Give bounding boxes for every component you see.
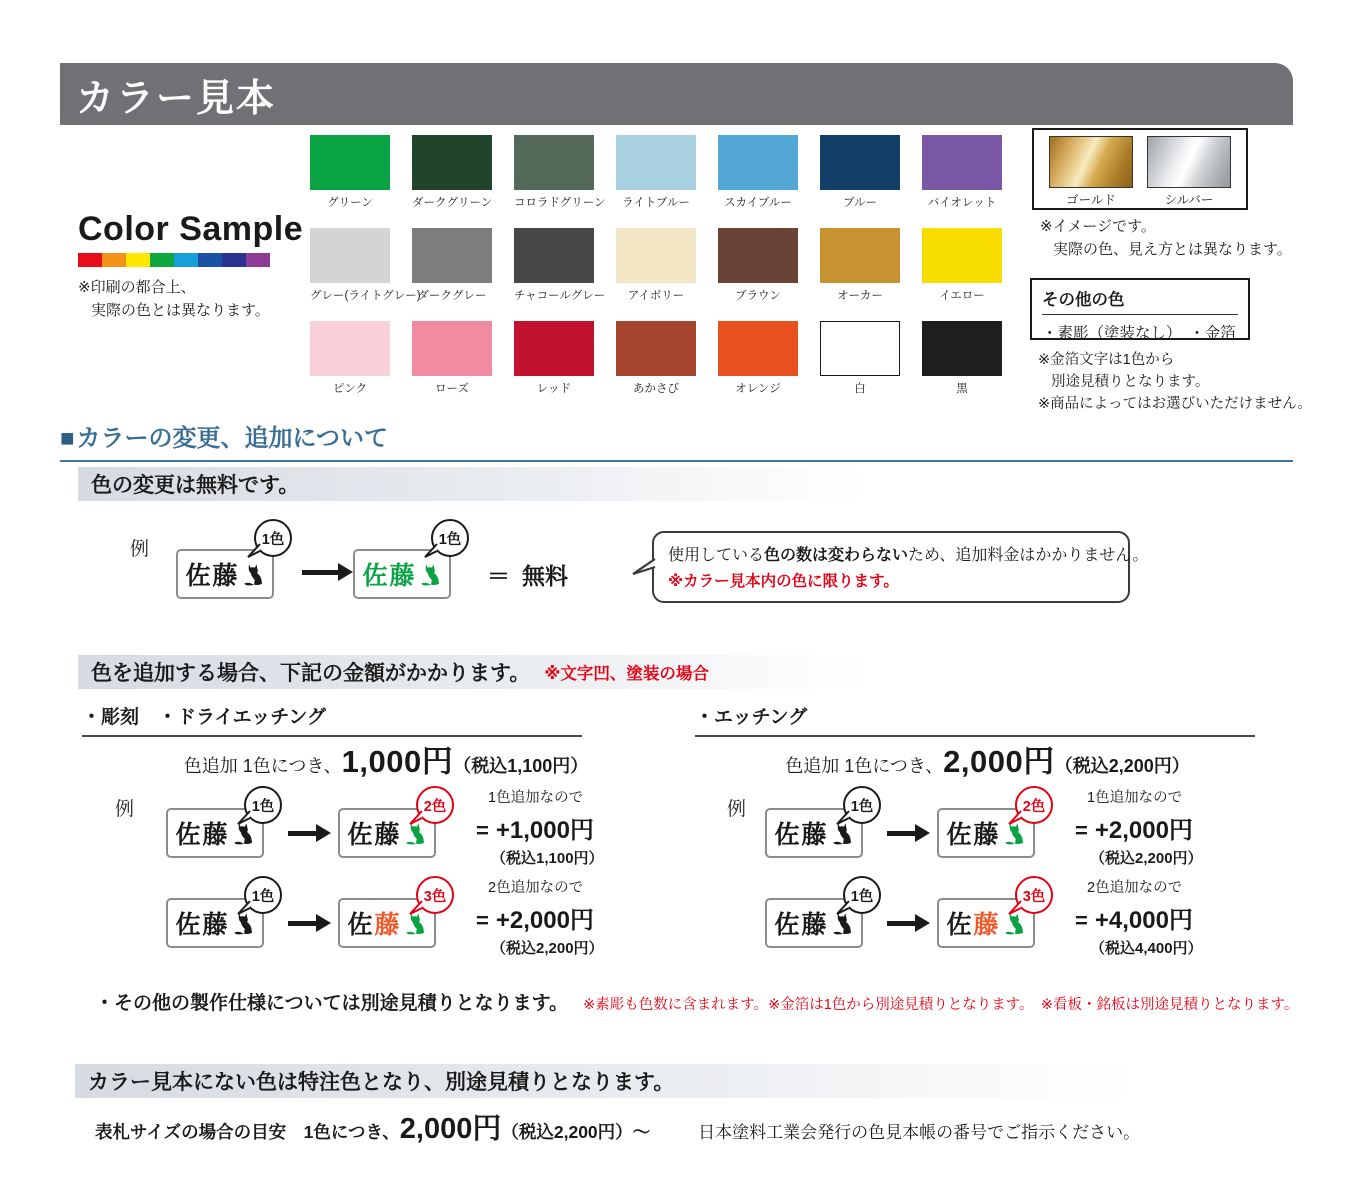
rainbow-segment	[222, 253, 246, 267]
swatch-label: グレー(ライトグレー)	[310, 290, 421, 302]
result-tax: （税込1,100円）	[491, 850, 604, 867]
color-swatch-cell	[310, 135, 390, 210]
color-swatch	[820, 321, 900, 376]
price-result	[1075, 876, 1225, 958]
color-count-badge: 1色	[843, 786, 881, 824]
color-sample-heading: Color Sample	[78, 210, 304, 248]
balloon-tail	[409, 809, 423, 825]
swatch-label: ブルー	[842, 197, 878, 209]
column-price-engraving	[82, 736, 690, 781]
metallic-box	[1032, 128, 1248, 210]
color-count-badge: 1色	[254, 519, 292, 557]
arrow-icon	[288, 921, 316, 926]
color-count-badge: 3色	[416, 876, 454, 914]
section-title: カラーの変更、追加について	[76, 425, 389, 452]
color-swatch-cell	[616, 321, 696, 396]
color-swatch	[412, 135, 492, 190]
color-swatch	[514, 228, 594, 283]
result-note: 1色追加なので	[1087, 790, 1183, 806]
result-price: +2,000円	[1094, 817, 1193, 844]
swatch-label: ライトブルー	[622, 197, 690, 209]
swatch-label: バイオレット	[927, 197, 997, 209]
other-colors-items: ・素彫（塗装なし） ・金箔	[1042, 325, 1236, 342]
color-swatch-cell	[310, 228, 421, 303]
balloon-tail	[247, 542, 261, 558]
guide-note: 日本塗料工業会発行の色見本帳の番号でご指示ください。	[698, 1123, 1141, 1142]
balloon-tail	[836, 899, 850, 915]
rainbow-strip	[78, 253, 270, 267]
color-swatch	[616, 321, 696, 376]
nameplate-text: 佐藤	[774, 911, 829, 939]
example-label: 例	[115, 799, 135, 820]
nameplate-text: 佐藤	[347, 911, 402, 939]
color-count-badge: 1色	[431, 519, 469, 557]
example-row	[765, 786, 1225, 866]
section-header	[60, 418, 1293, 462]
color-swatch	[922, 321, 1002, 376]
nameplate-text: 佐藤	[185, 562, 240, 590]
swatch-label: コロラドグリーン	[514, 197, 606, 209]
cat-icon	[242, 563, 265, 586]
color-swatch	[514, 321, 594, 376]
color-swatch-cell	[718, 321, 798, 396]
free-result	[487, 558, 568, 591]
free-result-text: 無料	[522, 563, 568, 589]
color-swatch	[718, 135, 798, 190]
metallic-note: ※イメージです。 実際の色、見え方とは異なります。	[1040, 218, 1292, 258]
nameplate-text: 佐藤	[946, 911, 1001, 939]
guide-tax: （税込2,200円）〜	[501, 1122, 651, 1142]
rainbow-segment	[174, 253, 198, 267]
color-swatch-cell	[412, 135, 492, 210]
result-price: +4,000円	[1094, 907, 1193, 934]
swatch-label: ダークグリーン	[412, 197, 493, 209]
swatch-label: ピンク	[332, 383, 368, 395]
balloon-tail	[836, 809, 850, 825]
color-swatch-cell	[616, 228, 696, 303]
color-swatch-cell	[820, 321, 900, 396]
gold-swatch	[1049, 136, 1133, 188]
balloon-tail	[237, 809, 251, 825]
balloon-tail	[1008, 809, 1022, 825]
color-swatch-cell	[412, 321, 492, 396]
swatch-label: 白	[854, 383, 866, 395]
column-title-etching: ・エッチング	[695, 702, 1255, 737]
result-note: 2色追加なので	[488, 880, 584, 896]
silver-cell	[1147, 136, 1231, 207]
swatch-label: レッド	[536, 383, 572, 395]
equals-sign: ＝	[487, 563, 510, 589]
swatch-label: ゴールド	[1066, 193, 1116, 207]
price-value: 1,000円	[341, 744, 454, 779]
swatch-label: オレンジ	[735, 383, 781, 395]
balloon-tail	[237, 899, 251, 915]
color-swatch	[310, 321, 390, 376]
color-swatch-cell	[820, 228, 900, 303]
price-result	[476, 876, 626, 958]
swatch-grid	[310, 135, 1002, 396]
color-swatch	[718, 228, 798, 283]
color-count-badge: 1色	[843, 876, 881, 914]
paid-banner-note: ※文字凹、塗装の場合	[544, 665, 709, 683]
price-result	[1075, 786, 1225, 868]
color-swatch	[718, 321, 798, 376]
balloon-tail	[409, 899, 423, 915]
other-spec-note: ・その他の製作仕様については別途見積りとなります。 ※素彫も色数に含まれます。※金箔は1色から別途見積りとなります。 ※看板・銘板は別途見積りとなります。	[95, 993, 1299, 1014]
color-swatch-cell	[820, 135, 900, 210]
example-label: 例	[130, 539, 150, 560]
rainbow-segment	[78, 253, 102, 267]
section-marker: ■	[60, 425, 75, 452]
arrow-icon	[302, 570, 338, 575]
color-swatch-cell	[718, 228, 798, 303]
rainbow-segment	[198, 253, 222, 267]
price-note: 色追加 1色につき、	[785, 756, 944, 776]
color-swatch-cell	[514, 228, 606, 303]
equals-sign: =	[476, 818, 489, 843]
color-swatch-cell	[616, 135, 696, 210]
swatch-label: スカイブルー	[724, 197, 792, 209]
swatch-label: ダークグレー	[417, 290, 487, 302]
color-swatch	[922, 135, 1002, 190]
color-count-badge: 3色	[1015, 876, 1053, 914]
nameplate-text: 佐藤	[362, 562, 417, 590]
swatch-label: シルバー	[1164, 193, 1214, 207]
color-swatch	[820, 135, 900, 190]
color-swatch-cell	[922, 228, 1002, 303]
color-swatch-cell	[718, 135, 798, 210]
other-spec-note-red: ※素彫も色数に含まれます。※金箔は1色から別途見積りとなります。 ※看板・銘板は別途見積りとなります。	[583, 997, 1299, 1013]
swatch-label: アイボリー	[627, 290, 685, 302]
arrow-icon	[887, 921, 915, 926]
color-swatch-cell	[922, 321, 1002, 396]
rainbow-segment	[150, 253, 174, 267]
price-tax: （税込2,200円）	[1054, 756, 1190, 776]
swatch-label: オーカー	[837, 290, 883, 302]
free-banner: 色の変更は無料です。	[78, 467, 860, 501]
result-tax: （税込2,200円）	[491, 940, 604, 957]
bubble-text: 使用している色の数は変わらないため、追加料金はかかりません。	[668, 547, 1149, 564]
header-bar	[60, 63, 1293, 125]
color-count-badge: 1色	[244, 786, 282, 824]
example-row	[765, 876, 1225, 956]
swatch-label: チャコールグレー	[514, 290, 606, 302]
swatch-label: 黒	[956, 383, 968, 395]
result-price: +1,000円	[495, 817, 594, 844]
bubble-note: ※カラー見本内の色に限ります。	[668, 573, 899, 590]
color-swatch	[922, 228, 1002, 283]
result-note: 2色追加なので	[1087, 880, 1183, 896]
swatch-label: イエロー	[939, 290, 985, 302]
color-swatch	[616, 228, 696, 283]
color-count-badge: 1色	[244, 876, 282, 914]
color-count-badge: 2色	[1015, 786, 1053, 824]
print-note: ※印刷の都合上、 実際の色とは異なります。	[78, 279, 270, 320]
gold-leaf-note: ※金箔文字は1色から 別途見積りとなります。 ※商品によってはお選びいただけません。	[1038, 352, 1313, 412]
color-swatch	[820, 228, 900, 283]
equals-sign: =	[1075, 908, 1088, 933]
swatch-label: ローズ	[435, 383, 469, 395]
example-row	[166, 786, 626, 866]
price-result	[476, 786, 626, 868]
result-tax: （税込2,200円）	[1090, 850, 1203, 867]
gold-cell	[1049, 136, 1133, 207]
page-title: カラー見本	[76, 77, 277, 120]
swatch-label: あかさび	[633, 383, 679, 395]
color-swatch	[310, 228, 390, 283]
color-swatch-cell	[514, 135, 606, 210]
paid-banner: 色を追加する場合、下記の金額がかかります。 ※文字凹、塗装の場合	[78, 655, 860, 689]
balloon-tail	[424, 542, 438, 558]
speech-bubble	[652, 531, 1149, 603]
nameplate-text: 佐藤	[774, 821, 829, 849]
column-title-engraving: ・彫刻 ・ドライエッチング	[82, 702, 582, 737]
result-tax: （税込4,400円）	[1090, 940, 1203, 957]
nameplate-text: 佐藤	[175, 911, 230, 939]
result-price: +2,000円	[495, 907, 594, 934]
color-swatch	[412, 228, 492, 283]
other-colors-box	[1030, 278, 1250, 340]
price-value: 2,000円	[943, 744, 1055, 779]
price-tax: （税込1,100円）	[453, 756, 589, 776]
cat-icon	[419, 563, 442, 586]
guide-label: 表札サイズの場合の目安 1色につき、	[95, 1122, 400, 1142]
rainbow-segment	[126, 253, 150, 267]
arrow-icon	[887, 831, 915, 836]
color-swatch-cell	[412, 228, 492, 303]
nameplate-text: 佐藤	[175, 821, 230, 849]
color-swatch-cell	[922, 135, 1002, 210]
guide-price: 2,000円	[399, 1113, 502, 1145]
balloon-tail	[1008, 899, 1022, 915]
equals-sign: =	[1075, 818, 1088, 843]
example-label: 例	[727, 799, 747, 820]
custom-banner: カラー見本にない色は特注色となり、別途見積りとなります。	[75, 1064, 1125, 1098]
color-count-badge: 2色	[416, 786, 454, 824]
color-swatch-cell	[310, 321, 390, 396]
color-swatch-cell	[514, 321, 594, 396]
color-swatch	[616, 135, 696, 190]
bubble-tail	[632, 557, 656, 577]
nameplate-text: 佐藤	[946, 821, 1001, 849]
color-swatch	[412, 321, 492, 376]
swatch-label: ブラウン	[735, 290, 781, 302]
color-swatch	[514, 135, 594, 190]
swatch-label: グリーン	[327, 197, 373, 209]
nameplate-text: 佐藤	[347, 821, 402, 849]
price-note: 色追加 1色につき、	[183, 756, 342, 776]
silver-swatch	[1147, 136, 1231, 188]
rainbow-segment	[102, 253, 126, 267]
arrow-icon	[288, 831, 316, 836]
result-note: 1色追加なので	[488, 790, 584, 806]
rainbow-segment	[246, 253, 270, 267]
example-row	[166, 876, 626, 956]
custom-guide	[95, 1106, 1140, 1147]
column-price-etching	[695, 736, 1280, 781]
other-colors-title: その他の色	[1042, 286, 1238, 315]
equals-sign: =	[476, 908, 489, 933]
color-swatch	[310, 135, 390, 190]
